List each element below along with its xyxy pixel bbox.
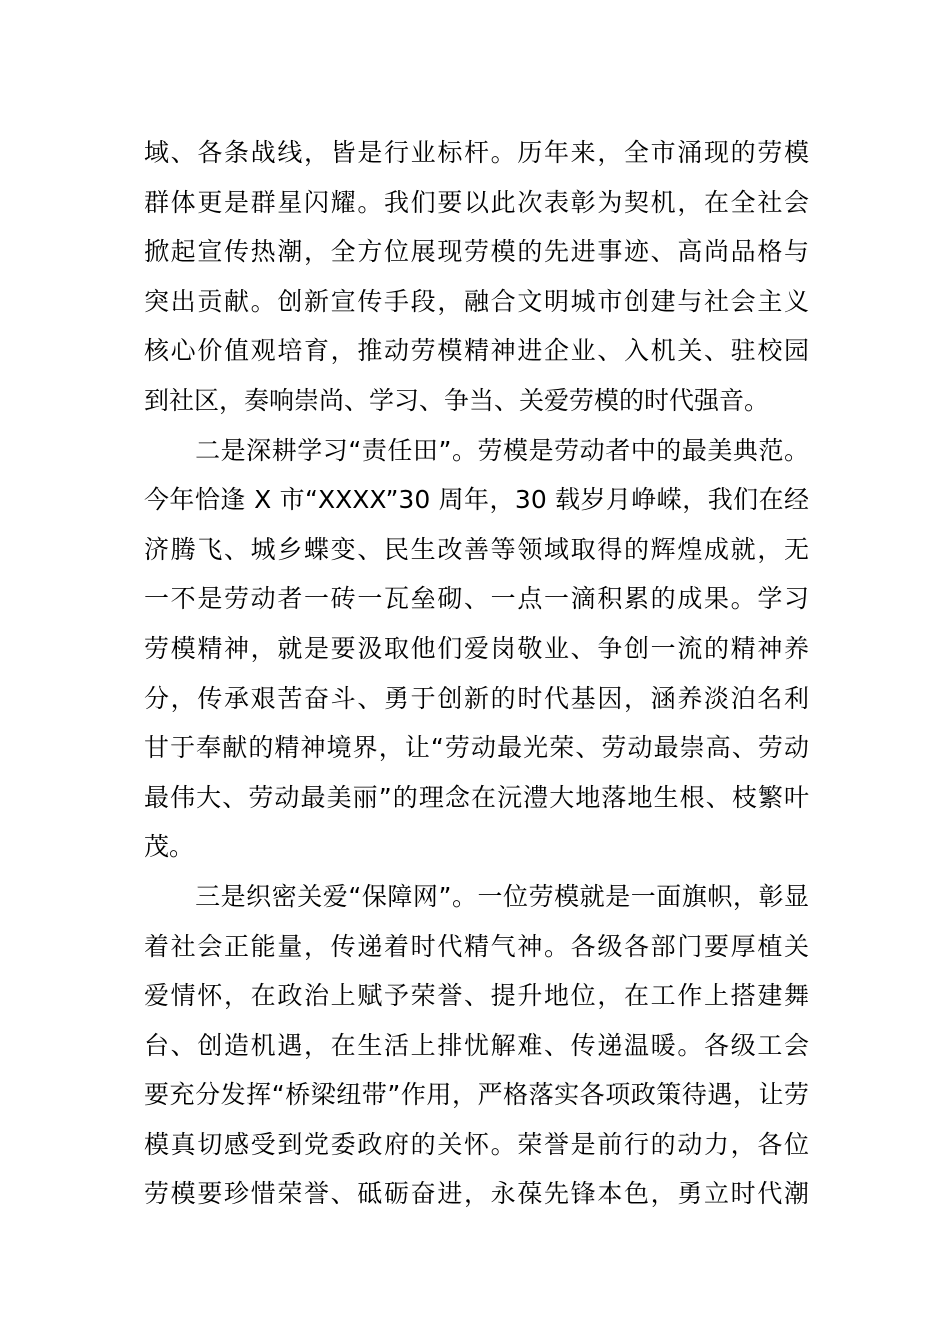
text-line: 爱情怀，在政治上赋予荣誉、提升地位，在工作上搭建舞 bbox=[144, 981, 809, 1011]
text-line: 台、创造机遇，在生活上排忧解难、传递温暖。各级工会 bbox=[144, 1030, 809, 1060]
text-line: 二是深耕学习“责任田”。劳模是劳动者中的最美典范。 bbox=[144, 435, 809, 465]
text-line: 掀起宣传热潮，全方位展现劳模的先进事迹、高尚品格与 bbox=[144, 237, 809, 267]
text-line: 突出贡献。创新宣传手段，融合文明城市创建与社会主义 bbox=[144, 286, 809, 316]
text-line: 茂。 bbox=[144, 832, 195, 862]
text-line: 甘于奉献的精神境界，让“劳动最光荣、劳动最崇高、劳动 bbox=[144, 733, 809, 763]
body-text bbox=[144, 128, 809, 1219]
text-line: 劳模精神，就是要汲取他们爱岗敬业、争创一流的精神养 bbox=[144, 633, 809, 663]
text-line: 模真切感受到党委政府的关怀。荣誉是前行的动力，各位 bbox=[144, 1129, 809, 1159]
text-line: 着社会正能量，传递着时代精气神。各级各部门要厚植关 bbox=[144, 931, 809, 961]
text-line: 济腾飞、城乡蝶变、民生改善等领域取得的辉煌成就，无 bbox=[144, 534, 809, 564]
text-line: 最伟大、劳动最美丽”的理念在沅澧大地落地生根、枝繁叶 bbox=[144, 782, 809, 812]
text-line: 要充分发挥“桥梁纽带”作用，严格落实各项政策待遇，让劳 bbox=[144, 1080, 809, 1110]
text-line: 分，传承艰苦奋斗、勇于创新的时代基因，涵养淡泊名利 bbox=[144, 683, 809, 713]
text-line: 核心价值观培育，推动劳模精神进企业、入机关、驻校园 bbox=[144, 336, 809, 366]
text-line: 劳模要珍惜荣誉、砥砺奋进，永葆先锋本色，勇立时代潮 bbox=[144, 1179, 809, 1209]
text-line: 一不是劳动者一砖一瓦垒砌、一点一滴积累的成果。学习 bbox=[144, 584, 809, 614]
text-line: 群体更是群星闪耀。我们要以此次表彰为契机，在全社会 bbox=[144, 187, 809, 217]
text-line: 域、各条战线，皆是行业标杆。历年来，全市涌现的劳模 bbox=[144, 138, 809, 167]
text-line: 到社区，奏响崇尚、学习、争当、关爱劳模的时代强音。 bbox=[144, 385, 770, 415]
text-line: 今年恰逢 X 市“XXXX”30 周年，30 载岁月峥嵘，我们在经 bbox=[144, 485, 809, 515]
text-line: 三是织密关爱“保障网”。一位劳模就是一面旗帜，彰显 bbox=[144, 881, 809, 911]
